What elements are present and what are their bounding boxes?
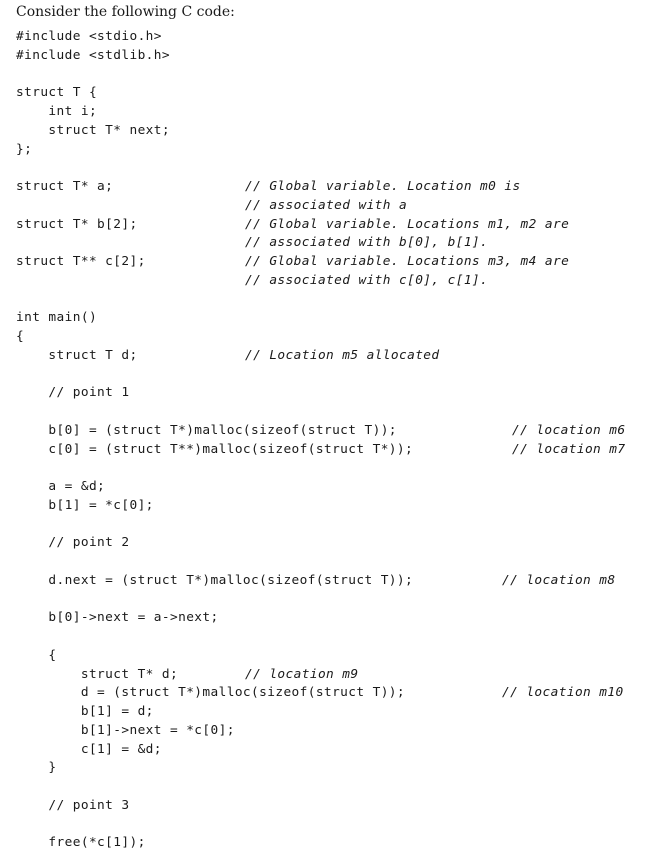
code-text: }; — [16, 141, 33, 157]
code-text: struct T** c[2]; — [16, 254, 146, 269]
code-line — [16, 159, 666, 178]
code-line — [16, 197, 666, 216]
code-line — [16, 309, 666, 328]
code-line — [16, 628, 666, 647]
code-comment: // associated with c[0], c[1]. — [245, 272, 489, 288]
code-line — [16, 122, 666, 141]
code-line — [16, 834, 666, 853]
code-line — [16, 84, 666, 103]
code-text: int main() — [16, 310, 98, 326]
code-line — [16, 216, 666, 235]
code-comment: // Global variable. Location m0 is — [245, 179, 521, 194]
code-comment: // location m9 — [245, 666, 359, 682]
code-line — [16, 141, 666, 160]
code-line — [16, 66, 666, 85]
code-text: c[0] = (struct T**)malloc(sizeof(struct T*)); — [16, 441, 414, 457]
code-line — [16, 666, 666, 685]
code-text: // point 1 — [16, 385, 130, 401]
code-line — [16, 797, 666, 816]
code-line — [16, 534, 666, 553]
code-text: { — [16, 329, 25, 344]
code-line — [16, 422, 666, 441]
code-comment: // associated with b[0], b[1]. — [245, 235, 489, 251]
code-line — [16, 478, 666, 497]
code-line — [16, 591, 666, 610]
code-line — [16, 47, 666, 66]
code-comment: // Global variable. Locations m3, m4 are — [245, 254, 570, 269]
code-line — [16, 703, 666, 722]
code-line — [16, 347, 666, 366]
code-line — [16, 28, 666, 47]
code-text: struct T { — [16, 85, 98, 101]
code-text: a = &d; — [16, 479, 106, 494]
intro-text: Consider the following C code: — [16, 4, 235, 20]
code-comment: // associated with a — [245, 197, 408, 213]
code-comment: // location m8 — [502, 572, 616, 588]
code-line — [16, 253, 666, 272]
code-line — [16, 366, 666, 385]
code-text: struct T d; — [16, 347, 138, 363]
code-line — [16, 684, 666, 703]
code-text: int i; — [16, 104, 98, 119]
code-line — [16, 516, 666, 535]
code-line — [16, 234, 666, 253]
code-comment: // Global variable. Locations m1, m2 are — [245, 216, 570, 232]
code-text: b[1] = *c[0]; — [16, 497, 154, 513]
code-line — [16, 722, 666, 741]
code-text: #include <stdio.h> — [16, 29, 162, 44]
code-text: struct T* next; — [16, 122, 170, 138]
code-text: struct T* b[2]; — [16, 216, 138, 232]
code-line — [16, 609, 666, 628]
code-text: struct T* d; — [16, 666, 179, 682]
code-line — [16, 459, 666, 478]
code-comment: // location m10 — [502, 685, 624, 701]
code-line — [16, 328, 666, 347]
code-line — [16, 553, 666, 572]
code-text: struct T* a; — [16, 179, 114, 194]
code-comment: // location m6 — [512, 422, 626, 438]
code-text: b[1] = d; — [16, 704, 154, 719]
code-line — [16, 572, 666, 591]
code-line — [16, 441, 666, 460]
code-line — [16, 291, 666, 310]
code-text: c[1] = &d; — [16, 741, 162, 757]
code-line — [16, 403, 666, 422]
code-line — [16, 741, 666, 760]
code-line — [16, 497, 666, 516]
code-line — [16, 647, 666, 666]
code-text: b[0]->next = a->next; — [16, 610, 219, 626]
code-line — [16, 384, 666, 403]
code-text: } — [16, 760, 57, 776]
code-text: b[0] = (struct T*)malloc(sizeof(struct T)); — [16, 422, 397, 438]
code-text: // point 3 — [16, 797, 130, 813]
code-line — [16, 816, 666, 835]
code-text: { — [16, 647, 57, 663]
code-text: b[1]->next = *c[0]; — [16, 722, 235, 738]
code-comment: // Location m5 allocated — [245, 347, 440, 363]
code-text: d.next = (struct T*)malloc(sizeof(struct T)); — [16, 572, 414, 588]
code-line — [16, 178, 666, 197]
code-block — [16, 28, 666, 853]
code-line — [16, 103, 666, 122]
code-line — [16, 759, 666, 778]
code-line — [16, 778, 666, 797]
code-text: free(*c[1]); — [16, 835, 146, 851]
code-text: d = (struct T*)malloc(sizeof(struct T)); — [16, 685, 406, 701]
code-line — [16, 272, 666, 291]
code-text: #include <stdlib.h> — [16, 47, 170, 63]
code-comment: // location m7 — [512, 441, 626, 457]
code-text: // point 2 — [16, 535, 130, 551]
